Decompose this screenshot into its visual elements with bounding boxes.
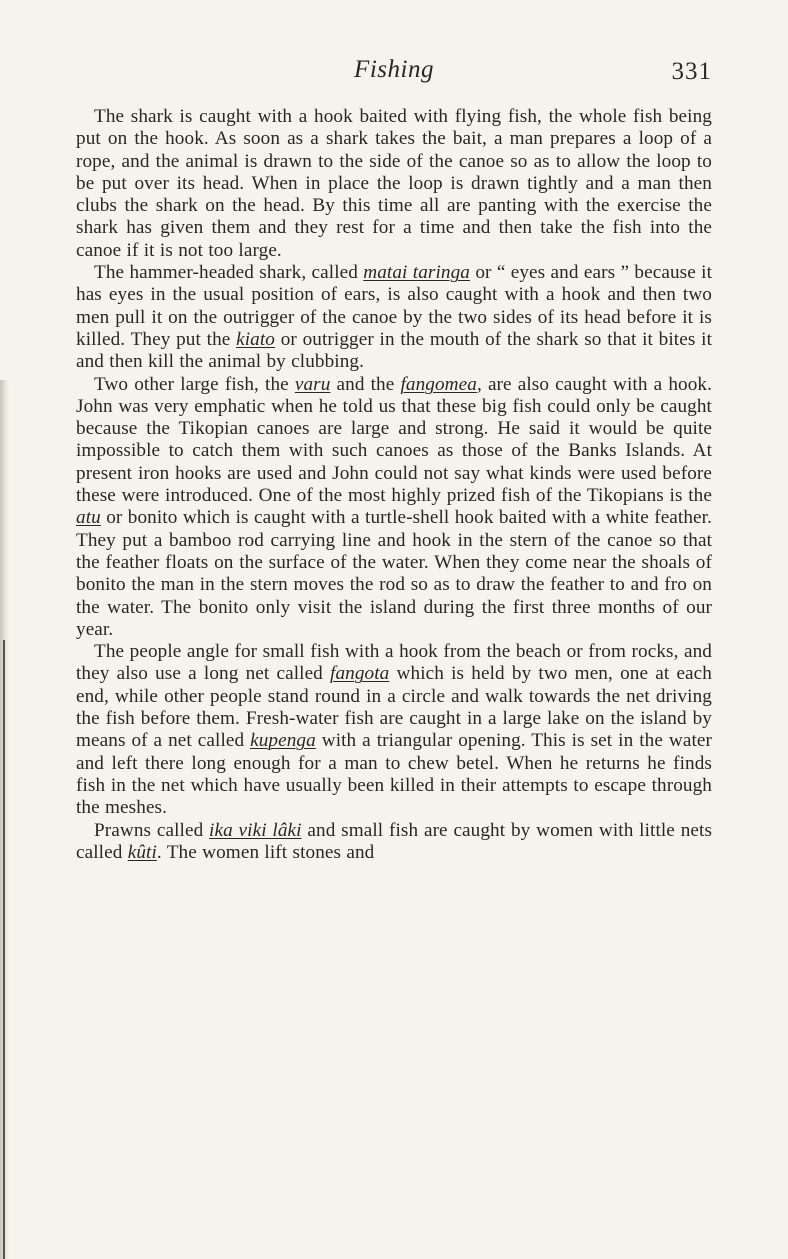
- text-run: The shark is caught with a hook baited with flying fish, the whole fish being put on the hook. As soon as a shark takes the bait, a man prepares a loop of a rope, and the animal is drawn to the side of the canoe so as to allow the loop to be put over its head. When in place the loop is drawn tightly and a man then clubs the shark on the head. By this time all are panting with the exercise the shark has given them and they rest for a time and then take the fish into the canoe if it is not too large.: [76, 106, 712, 261]
- text-run: and the: [330, 373, 401, 395]
- text-run: or “ eyes and ears ” because it has eyes in the usual position of ears, is also caught with a hook and then two men pull it on the outrigger of the canoe by the two sides of its head before it is killed. They put the: [76, 262, 713, 350]
- italic-term: fangota: [330, 663, 390, 685]
- text-run: which is held by two men, one at each end, while other people stand round in a circle and walk towards the net driving the fish before them. Fresh-water fish are caught in a large lake on the island by means of a net called: [76, 663, 712, 752]
- running-title: Fishing: [354, 56, 434, 83]
- page-header: [76, 56, 712, 92]
- italic-term: matai taringa: [363, 262, 470, 284]
- italic-term: kûti: [127, 841, 157, 863]
- italic-term: varu: [294, 373, 331, 395]
- text-run: Two other large fish, the: [94, 373, 295, 395]
- italic-term: fangomea: [400, 373, 477, 395]
- text-run: or outrigger in the mouth of the shark so that it bites it and then kill the animal by clubbing.: [76, 328, 713, 373]
- page-number: 331: [671, 58, 712, 85]
- binding-edge-line: [3, 640, 5, 1259]
- text-run: The people angle for small fish with a hook from the beach or from rocks, and they also use a long net called: [76, 641, 712, 685]
- paragraph: [76, 374, 712, 642]
- italic-term: kupenga: [250, 730, 316, 752]
- paragraph: [76, 820, 712, 865]
- paragraph: [76, 641, 712, 819]
- text-run: with a triangular opening. This is set in the water and left there long enough for a man to chew betel. When he returns he finds fish in the net which have usually been killed in their attempts to escape through the meshes.: [76, 730, 712, 819]
- text-run: . The women lift stones and: [156, 841, 375, 863]
- italic-term: atu: [76, 507, 101, 529]
- paragraph: [76, 262, 712, 373]
- text-run: , are also caught with a hook. John was very emphatic when he told us that these big fish could only be caught because the Tikopian canoes are large and strong. He said it would be quite impossible to catch them with such canoes as those of the Banks Islands. At present iron hooks are used and John could not say what kinds were used before these were introduced. One of the most highly prized fish of the Tikopians is the: [76, 373, 712, 507]
- text-run: The hammer-headed shark, called: [94, 262, 364, 284]
- italic-term: ika viki lâki: [209, 819, 302, 841]
- italic-term: kiato: [236, 328, 275, 350]
- paragraph: [76, 106, 712, 262]
- body-text: [76, 106, 712, 864]
- text-run: and small fish are caught by women with little nets called: [76, 819, 713, 863]
- text-run: Prawns called: [94, 819, 210, 841]
- text-run: or bonito which is caught with a turtle-shell hook baited with a white feather. They put a bamboo rod carrying line and hook in the stern of the canoe so that the feather floats on the surface of the water. When they come near the shoals of bonito the man in the stern moves the rod so as to draw the feather to and fro on the water. The bonito only visit the island during the first three months of our year.: [76, 507, 712, 640]
